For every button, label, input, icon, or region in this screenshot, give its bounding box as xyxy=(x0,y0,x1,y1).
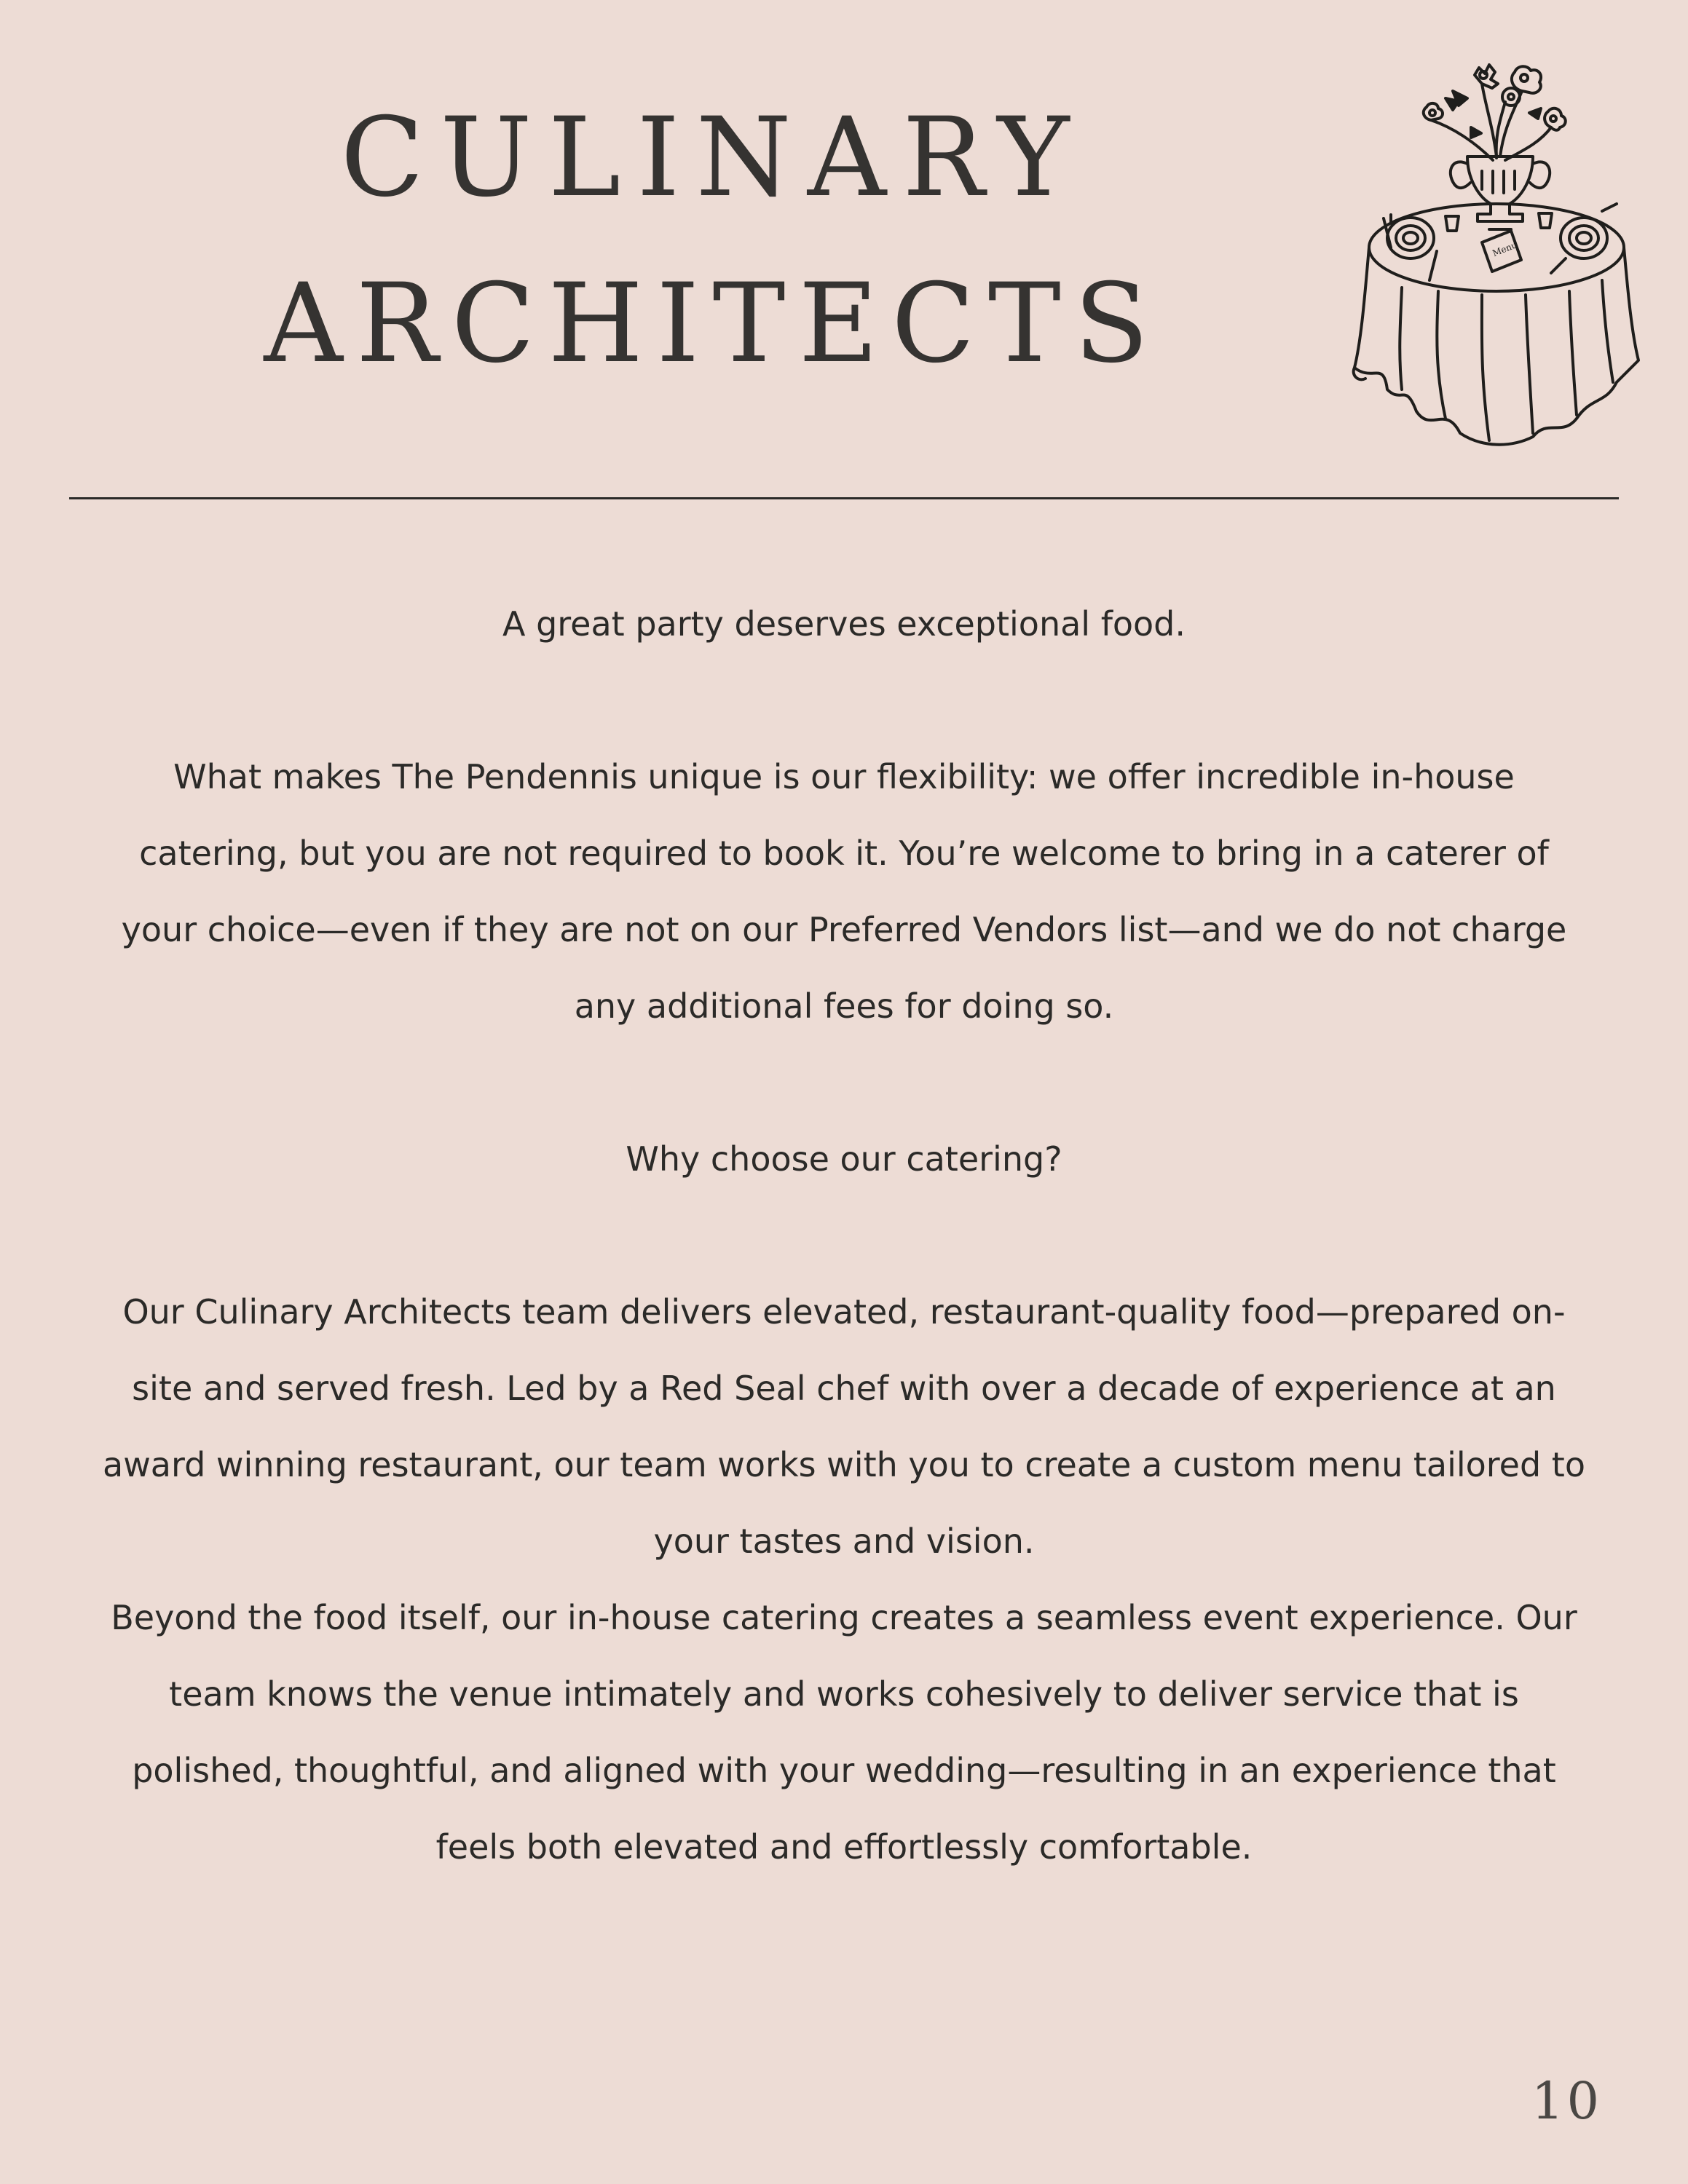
flexibility-paragraph: What makes The Pendennis unique is our flexibility: we offer incredible in-house catering, but you are not required to book it. You’re welcome to bring in a caterer of your choice—even if they are not on our Preferred Vendors list—and we do not charge any additional fees for doing so. xyxy=(121,757,1567,1026)
menu-card-label: Menu xyxy=(1491,240,1519,259)
flower-icon xyxy=(1475,65,1498,88)
intro-paragraph: A great party deserves exceptional food. xyxy=(502,604,1186,644)
plate-icon xyxy=(1561,218,1607,258)
body-content xyxy=(102,586,1586,1886)
menu-card-icon xyxy=(1482,231,1521,272)
vase-icon xyxy=(1451,157,1550,229)
page-title-line-2: ARCHITECTS xyxy=(264,261,1162,387)
page-title-line-1: CULINARY xyxy=(340,95,1086,221)
team-paragraph: Our Culinary Architects team delivers elevated, restaurant-quality food—prepared on-site and served fresh. Led by a Red Seal chef with over a decade of experience at an award winning restaurant, our team works with you to create a custom menu tailored to your tastes and vision. xyxy=(103,1292,1585,1561)
header-divider xyxy=(69,497,1619,499)
experience-paragraph: Beyond the food itself, our in-house catering creates a seamless event experience. Our team knows the venue intimately and works cohesively to deliver service that is polished, thoughtful, and aligned with your wedding—resulting in an experience that feels both elevated and effortlessly comfortable. xyxy=(111,1598,1577,1867)
dining-table-illustration-icon xyxy=(1344,40,1649,477)
plate-icon xyxy=(1387,218,1434,258)
flower-icon xyxy=(1502,88,1520,106)
page-number: 10 xyxy=(1531,2071,1602,2131)
flower-icon xyxy=(1545,108,1566,130)
section-question: Why choose our catering? xyxy=(626,1139,1062,1179)
flower-icon xyxy=(1424,103,1443,120)
